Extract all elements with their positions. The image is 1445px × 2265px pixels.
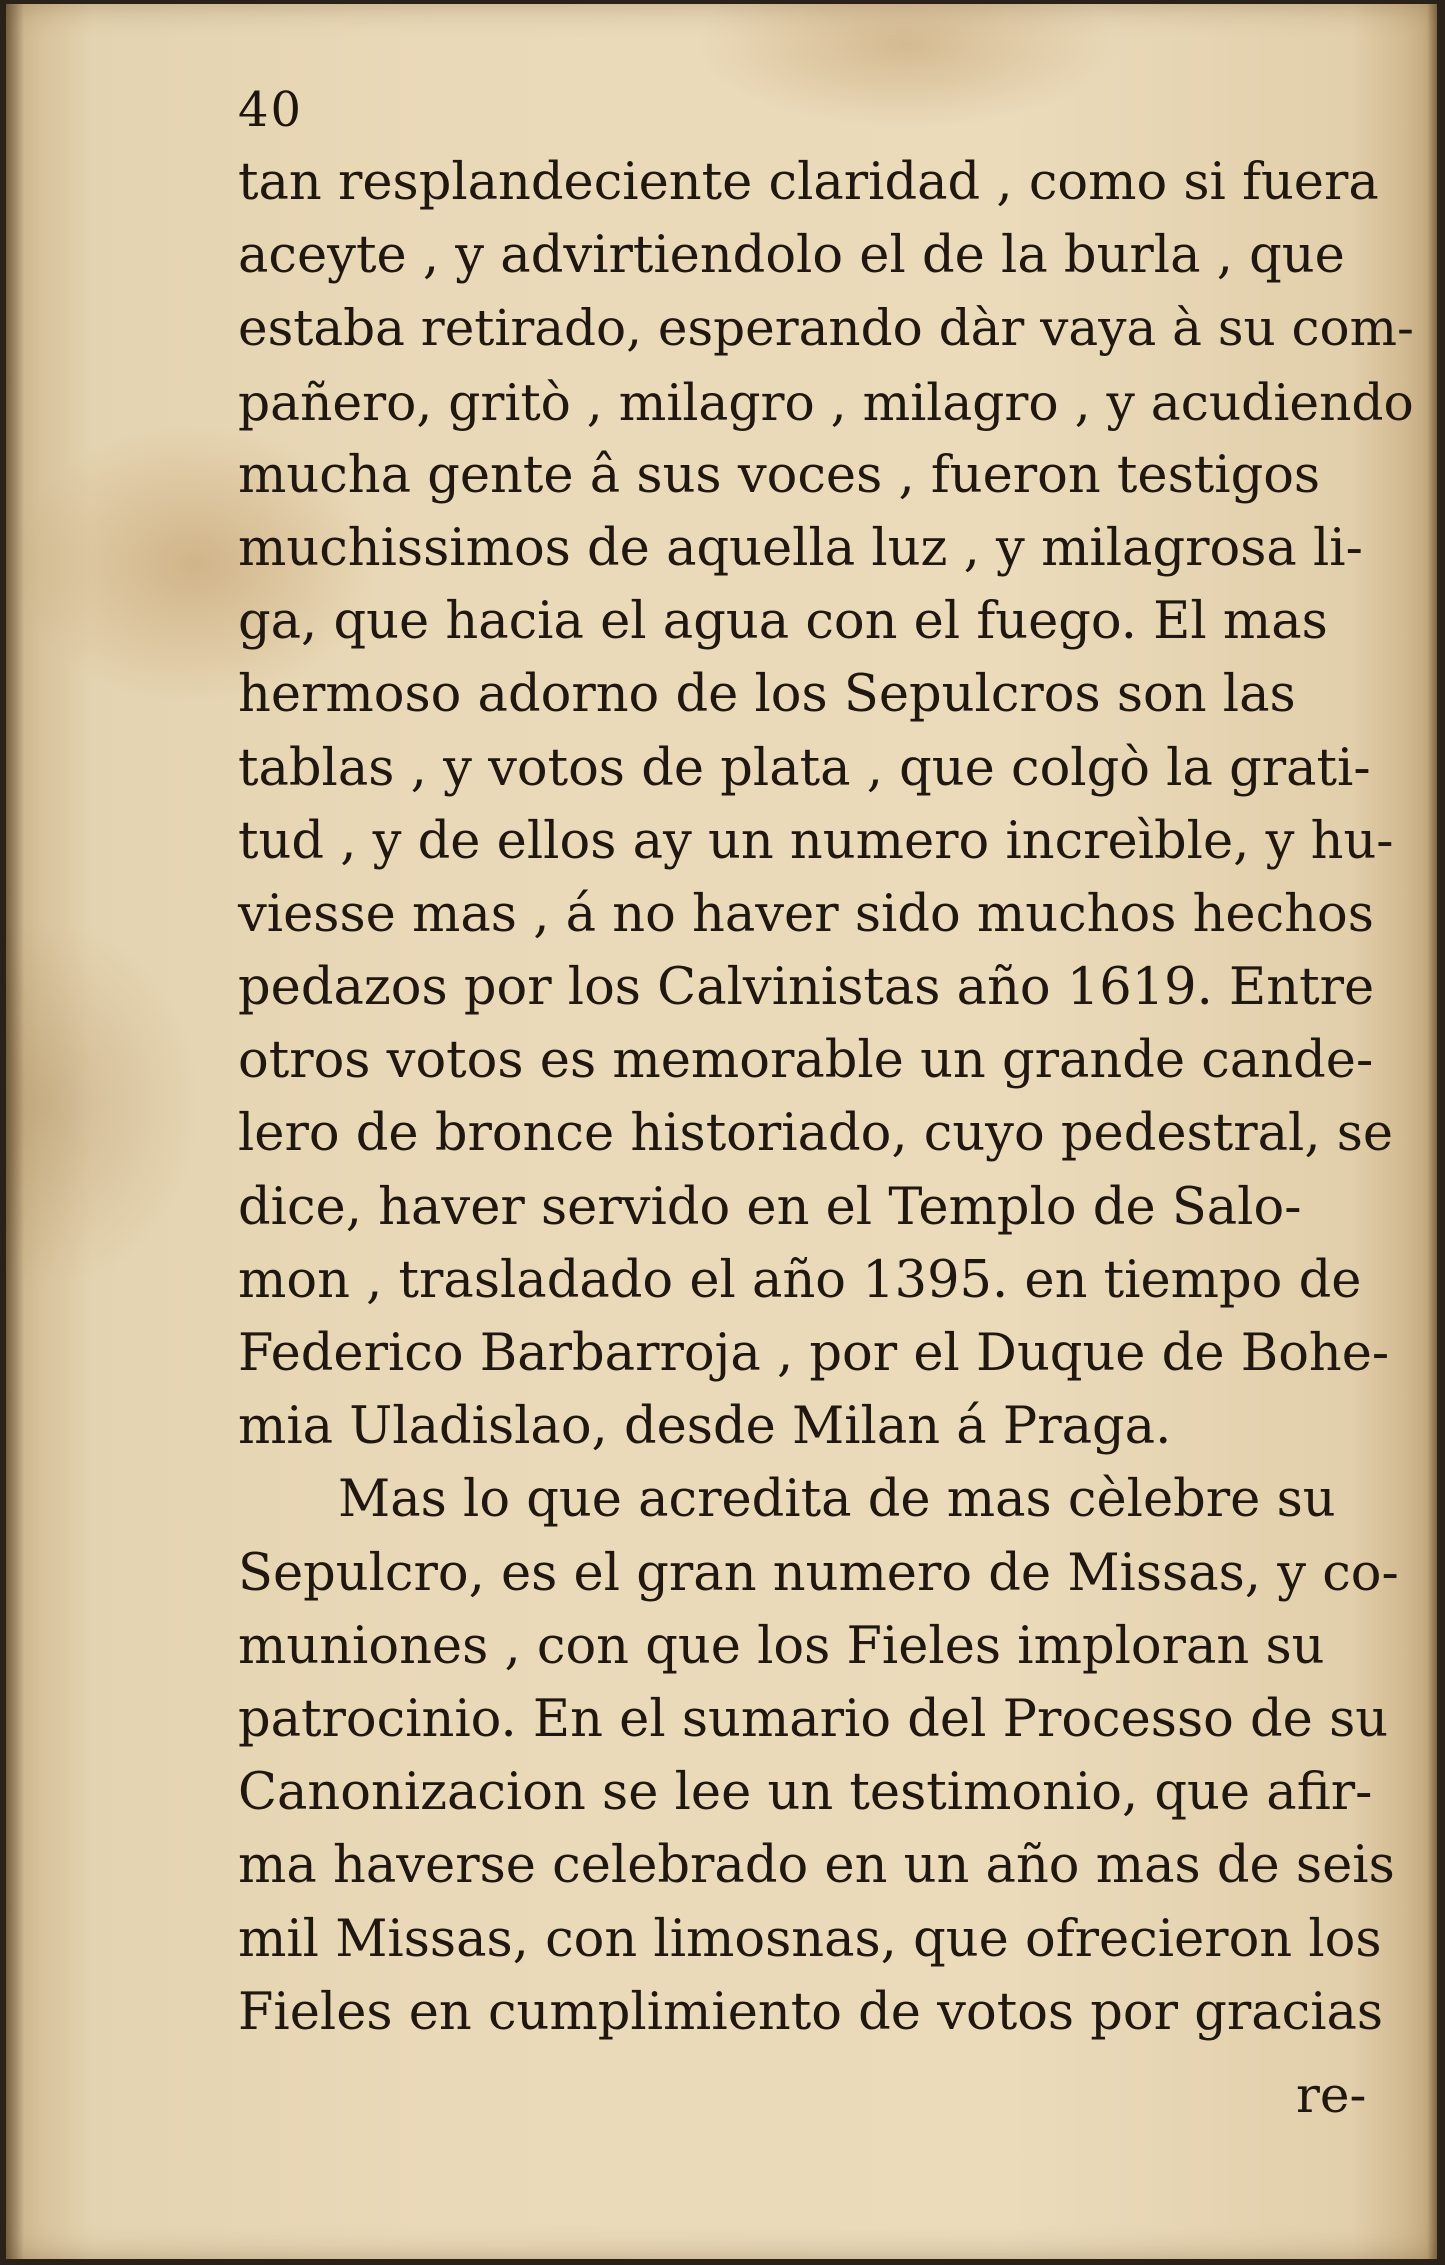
text-line: hermoso adorno de los Sepulcros son las [238, 665, 1296, 725]
text-line: pañero, gritò , milagro , milagro , y acudiendo [238, 372, 1414, 432]
text-line: muchissimos de aquella luz , y milagrosa li- [238, 518, 1363, 578]
text-line: Federico Barbarroja , por el Duque de Bohe- [238, 1324, 1390, 1383]
page-gutter-shadow [6, 4, 24, 2259]
text-line: otros votos es memorable un grande cande- [238, 1031, 1374, 1091]
text-line: patrocinio. En el sumario del Processo de su [238, 1689, 1389, 1749]
text-line: estaba retirado, esperando dàr vaya à su com- [238, 299, 1414, 358]
text-line: Canonizacion se lee un testimonio, que afir- [238, 1763, 1373, 1823]
text-line: ma haverse celebrado en un año mas de seis [238, 1836, 1395, 1896]
text-line: muniones , con que los Fieles imploran su [238, 1616, 1325, 1676]
text-line: tud , y de ellos ay un numero increìble, y hu- [238, 811, 1394, 871]
text-line: mucha gente â sus voces , fueron testigos [238, 445, 1321, 505]
page-number: 40 [238, 82, 304, 138]
text-line: aceyte , y advirtiendolo el de la burla , que [238, 226, 1345, 286]
text-line: tablas , y votos de plata , que colgò la grati- [238, 738, 1371, 798]
text-line: viesse mas , á no haver sido muchos hechos [238, 884, 1374, 944]
page-edge-shadow [1427, 4, 1437, 2259]
text-line: Sepulcro, es el gran numero de Missas, y co- [238, 1543, 1399, 1603]
text-line: mil Missas, con limosnas, que ofrecieron los [238, 1909, 1382, 1969]
text-line: dice, haver servido en el Templo de Salo- [238, 1177, 1302, 1237]
text-line: pedazos por los Calvinistas año 1619. Entre [238, 958, 1375, 1018]
text-line: Fieles en cumplimiento de votos por gracias [238, 1982, 1384, 2042]
book-page [6, 4, 1437, 2259]
catchword: re- [1296, 2066, 1367, 2124]
text-line: ga, que hacia el agua con el fuego. El mas [238, 592, 1328, 652]
text-line: mia Uladislao, desde Milan á Praga. [238, 1397, 1172, 1457]
text-line: lero de bronce historiado, cuyo pedestral, se [238, 1104, 1394, 1164]
page-body-text [238, 146, 1426, 2049]
text-line: mon , trasladado el año 1395. en tiempo de [238, 1250, 1362, 1310]
text-line: tan resplandeciente claridad , como si fuera [238, 153, 1379, 212]
text-line-paragraph-start: Mas lo que acredita de mas cèlebre su [338, 1470, 1336, 1530]
